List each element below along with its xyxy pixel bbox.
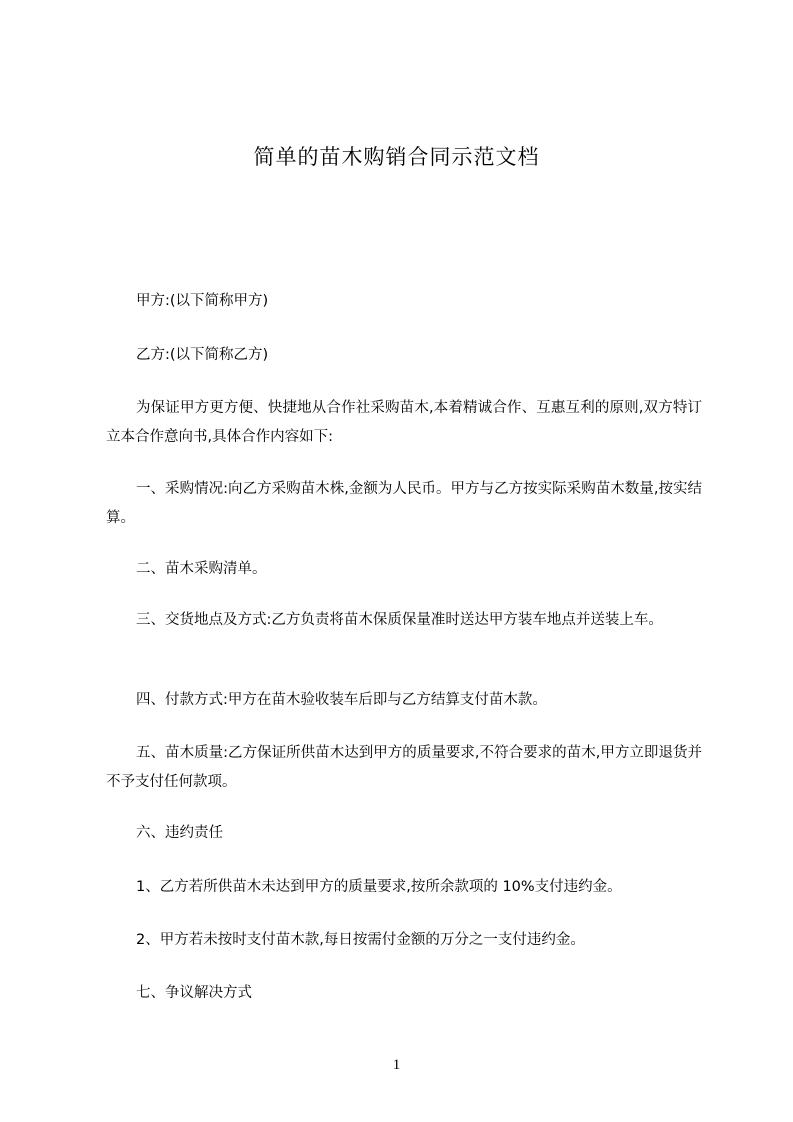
page-number: 1 [392, 1057, 401, 1073]
clause-6-heading: 六、违约责任 [136, 825, 223, 841]
clause-5-quality: 五、苗木质量:乙方保证所供苗木达到甲方的质量要求,不符合要求的苗木,甲方立即退货并不予支付任何款项。 [106, 745, 702, 790]
clause-3-delivery: 三、交货地点及方式:乙方负责将苗木保质保量准时送达甲方装车地点并送装上车。 [136, 612, 663, 628]
preamble-paragraph: 为保证甲方更方便、快捷地从合作社采购苗木,本着精诚合作、互惠互利的原则,双方特订立本合作意向书,具体合作内容如下: [106, 400, 702, 445]
party-a-line: 甲方:(以下简称甲方) [136, 293, 269, 309]
clause-2-list: 二、苗木采购清单。 [136, 561, 267, 577]
clause-4-payment: 四、付款方式:甲方在苗木验收装车后即与乙方结算支付苗木款。 [136, 692, 547, 708]
document-title: 简单的苗木购销合同示范文档 [253, 145, 540, 169]
party-b-line: 乙方:(以下简称乙方) [136, 347, 269, 363]
clause-6-item-1: 1、乙方若所供苗木未达到甲方的质量要求,按所余款项的 10%支付违约金。 [136, 879, 622, 895]
clause-6-item-2: 2、甲方若未按时支付苗木款,每日按需付金额的万分之一支付违约金。 [136, 932, 585, 948]
clause-1-purchase: 一、采购情况:向乙方采购苗木株,金额为人民币。甲方与乙方按实际采购苗木数量,按实结算。 [106, 481, 702, 526]
clause-7-heading: 七、争议解决方式 [136, 985, 252, 1001]
